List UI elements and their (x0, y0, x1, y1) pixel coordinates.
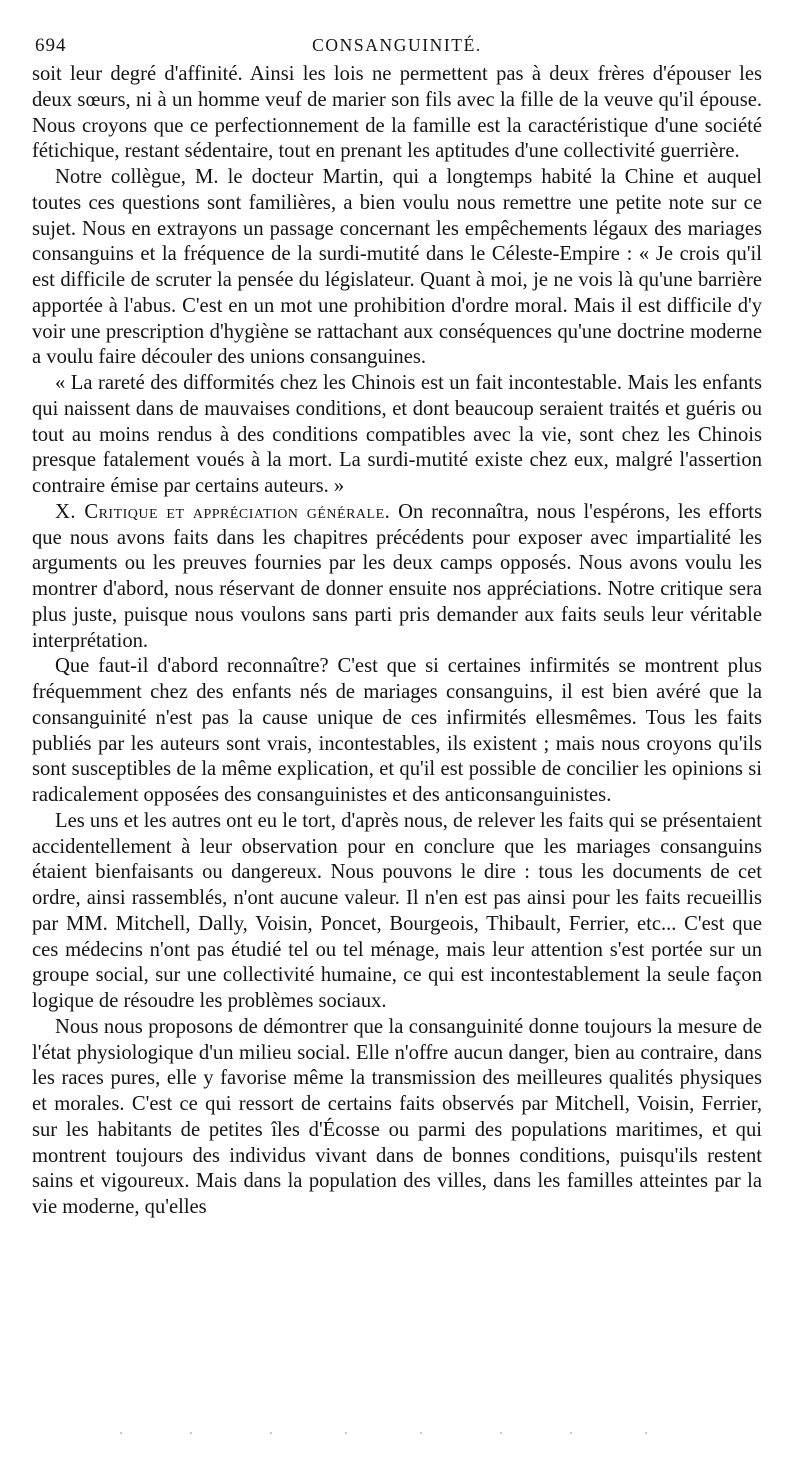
paragraph-continued: soit leur degré d'affinité. Ainsi les lois ne permettent pas à deux frères d'épouser les deux sœurs, ni à un homme veuf de marier son fils avec la fille de la veuve qu'il épouse. Nous croyons que ce perfectionnement de la famille est la caractéristique d'une société fétichique, restant sédentaire, tout en prenant les aptitudes d'une collectivité guerrière. (32, 63, 762, 163)
paragraph-demonstration: Nous nous proposons de démontrer que la consanguinité donne toujours la mesure de l'état physiologique d'un milieu social. Elle n'offre aucun danger, bien au contraire, dans les races pures, elle y favorise même la transmission des meilleures qualités physiques et morales. C'est ce qui ressort de certains faits observés par Mitchell, Voisin, Ferrier, sur les habitants de petites îles d'Écosse ou parmi des populations maritimes, et qui montrent toujours des individus vivant dans de bonnes conditions, puisqu'ils restent sains et vigoureux. Mais dans la population des villes, dans les familles atteintes par la vie moderne, qu'elles (32, 1015, 762, 1218)
section-heading: X. Critique et appréciation générale. (55, 500, 391, 523)
page-number: 694 (35, 35, 67, 56)
running-head (32, 32, 762, 62)
paragraph-observers: Les uns et les autres ont eu le tort, d'après nous, de relever les faits qui se présentaient accidentellement à leur observation pour en conclure que les mariages consanguins étaient bienfaisants ou dangereux. Nous pouvons le dire : tous les documents de cet ordre, ainsi rassemblés, n'ont aucune valeur. Il n'en est pas ainsi pour les faits recueillis par MM. Mitchell, Dally, Voisin, Poncet, Bourgeois, Thibault, Ferrier, etc... C'est que ces médecins n'ont pas étudié tel ou tel ménage, mais leur attention s'est portée sur un groupe social, sur une collectivité humaine, ce qui est incontestablement la seule façon logique de résoudre les problèmes sociaux. (32, 809, 762, 1012)
paragraph-martin-note: Notre collègue, M. le docteur Martin, qui a longtemps habité la Chine et auquel toutes ces questions sont familières, a bien voulu nous remettre une petite note sur ce sujet. Nous en extrayons un passage concernant les empêchements légaux des mariages consanguins et la fréquence de la surdi-mutité dans le Céleste-Empire : « Je crois qu'il est difficile de scruter la pensée du législateur. Quant à moi, je ne vois là qu'une barrière apportée à l'abus. C'est en un mot une prohibition d'ordre moral. Mais il est difficile d'y voir une prescription d'hygiène se rattachant aux conséquences qu'une doctrine moderne a voulu faire découler des unions consanguines. (32, 166, 762, 369)
paragraph-quote-chinese: « La rareté des difformités chez les Chinois est un fait incontestable. Mais les enfants qui naissent dans de mauvaises conditions, et dont beaucoup seraient traités et guéris ou tout au moins rendus à des conditions compatibles avec la vie, sont chez les Chinois presque fatalement voués à la mort. La surdi-mutité existe chez eux, malgré l'assertion contraire émise par certains auteurs. » (32, 372, 762, 497)
section-x-text: On reconnaîtra, nous l'espérons, les efforts que nous avons faits dans les chapitres précédents pour exposer avec impartialité les arguments ou les preuves fournies par les deux camps opposés. Nous avons voulu les montrer d'abord, nous réservant de donner ensuite nos appréciations. Notre critique sera plus juste, puisque nous voulons sans parti pris demander aux faits seuls leur véritable interprétation. (32, 500, 763, 652)
paragraph-section-x (32, 500, 762, 655)
body-text (32, 62, 762, 1221)
footer-speckles (100, 1432, 700, 1440)
paragraph-infirmities: Que faut-il d'abord reconnaître? C'est que si certaines infirmités se montrent plus fréquemment chez des enfants nés de mariages consanguins, il est bien avéré que la consanguinité n'est pas la cause unique de ces infirmités ellesmêmes. Tous les faits publiés par les auteurs sont vrais, incontestables, ils existent ; mais nous croyons qu'ils sont susceptibles de la même explication, et qu'il est possible de concilier les opinions si radicalement opposées des consanguinistes et des anticonsanguinistes. (32, 655, 762, 806)
running-title: CONSANGUINITÉ. (312, 35, 482, 55)
